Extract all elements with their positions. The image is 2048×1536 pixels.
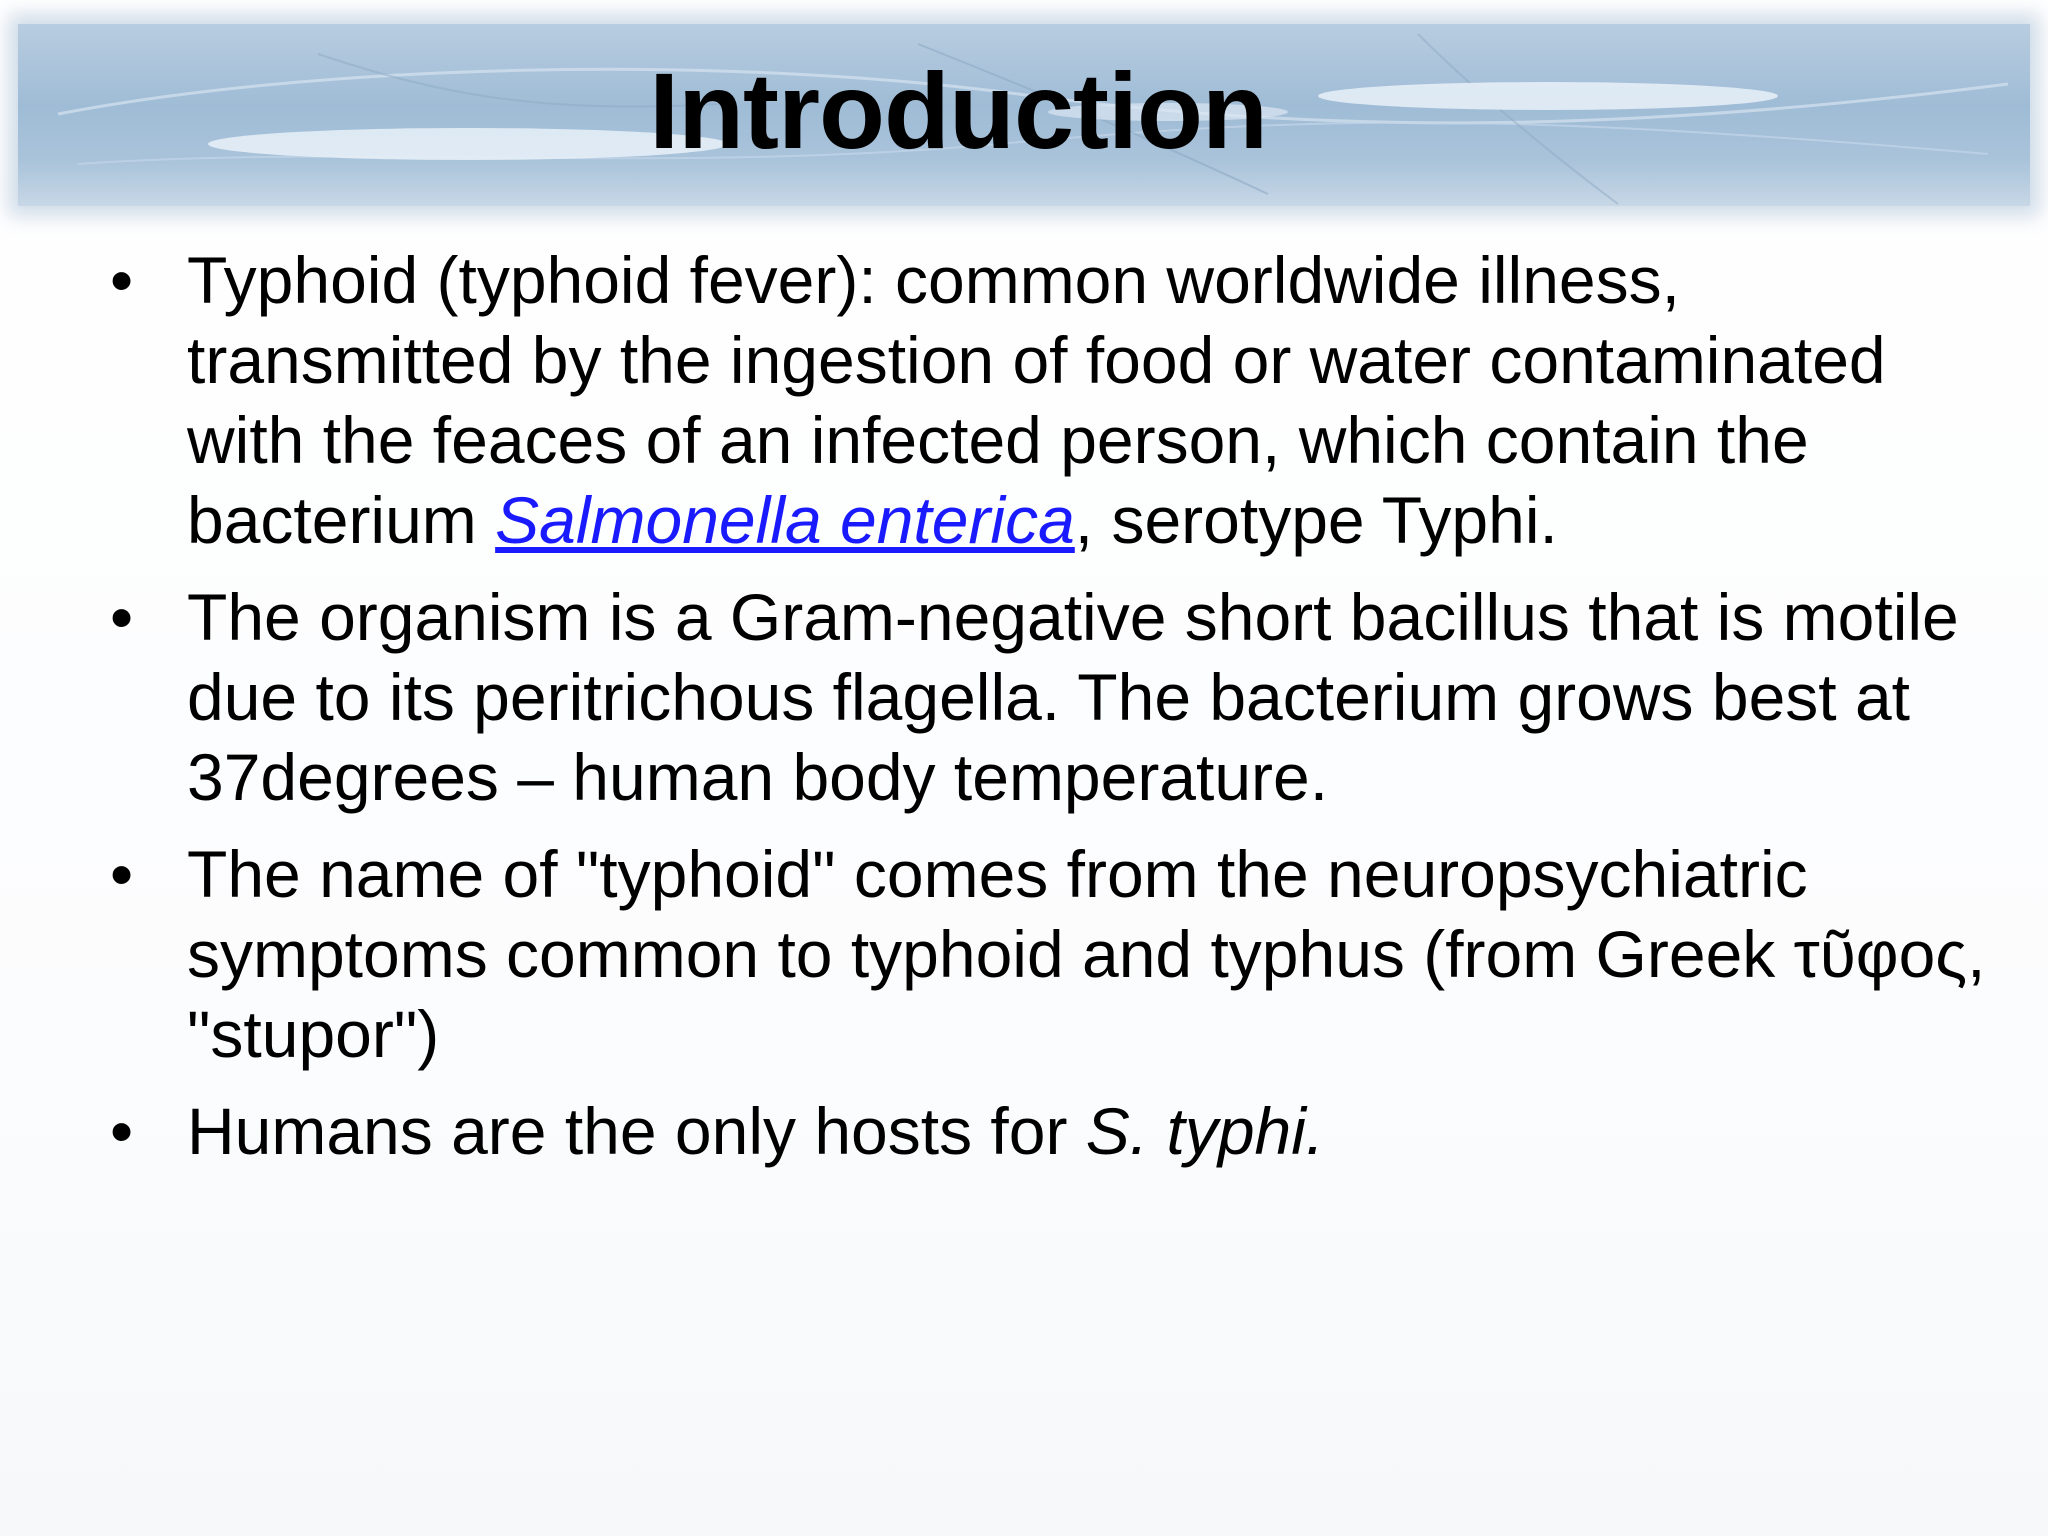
bullet-icon: • xyxy=(110,1094,134,1168)
species-name: S. typhi. xyxy=(1085,1094,1325,1168)
bullet-item xyxy=(110,240,1990,560)
bullet-text: Humans are the only hosts for xyxy=(187,1094,1086,1168)
salmonella-link[interactable]: Salmonella enterica xyxy=(495,483,1075,557)
bullet-text-continued: , serotype Typhi. xyxy=(1074,483,1558,557)
bullet-item xyxy=(110,1091,1990,1171)
bullet-text: Typhoid (typhoid fever): common worldwide illness, transmitted by the ingestion of food or water contaminated with the feaces of an infected person, which contain the bacterium xyxy=(187,243,1886,557)
bullet-item xyxy=(110,834,1990,1074)
bullet-item xyxy=(110,577,1990,817)
bullet-text: The name of "typhoid" comes from the neuropsychiatric symptoms common to typhoid and typhus (from Greek τῦφος, "stupor") xyxy=(187,837,1986,1071)
bullet-icon: • xyxy=(110,243,134,317)
slide-title: Introduction xyxy=(649,50,1267,171)
bullet-text: The organism is a Gram-negative short bacillus that is motile due to its peritrichous flagella. The bacterium grows best at 37degrees – human body temperature. xyxy=(187,580,1959,814)
bullet-icon: • xyxy=(110,837,134,911)
bullet-icon: • xyxy=(110,580,134,654)
bullet-list xyxy=(110,240,1990,1188)
